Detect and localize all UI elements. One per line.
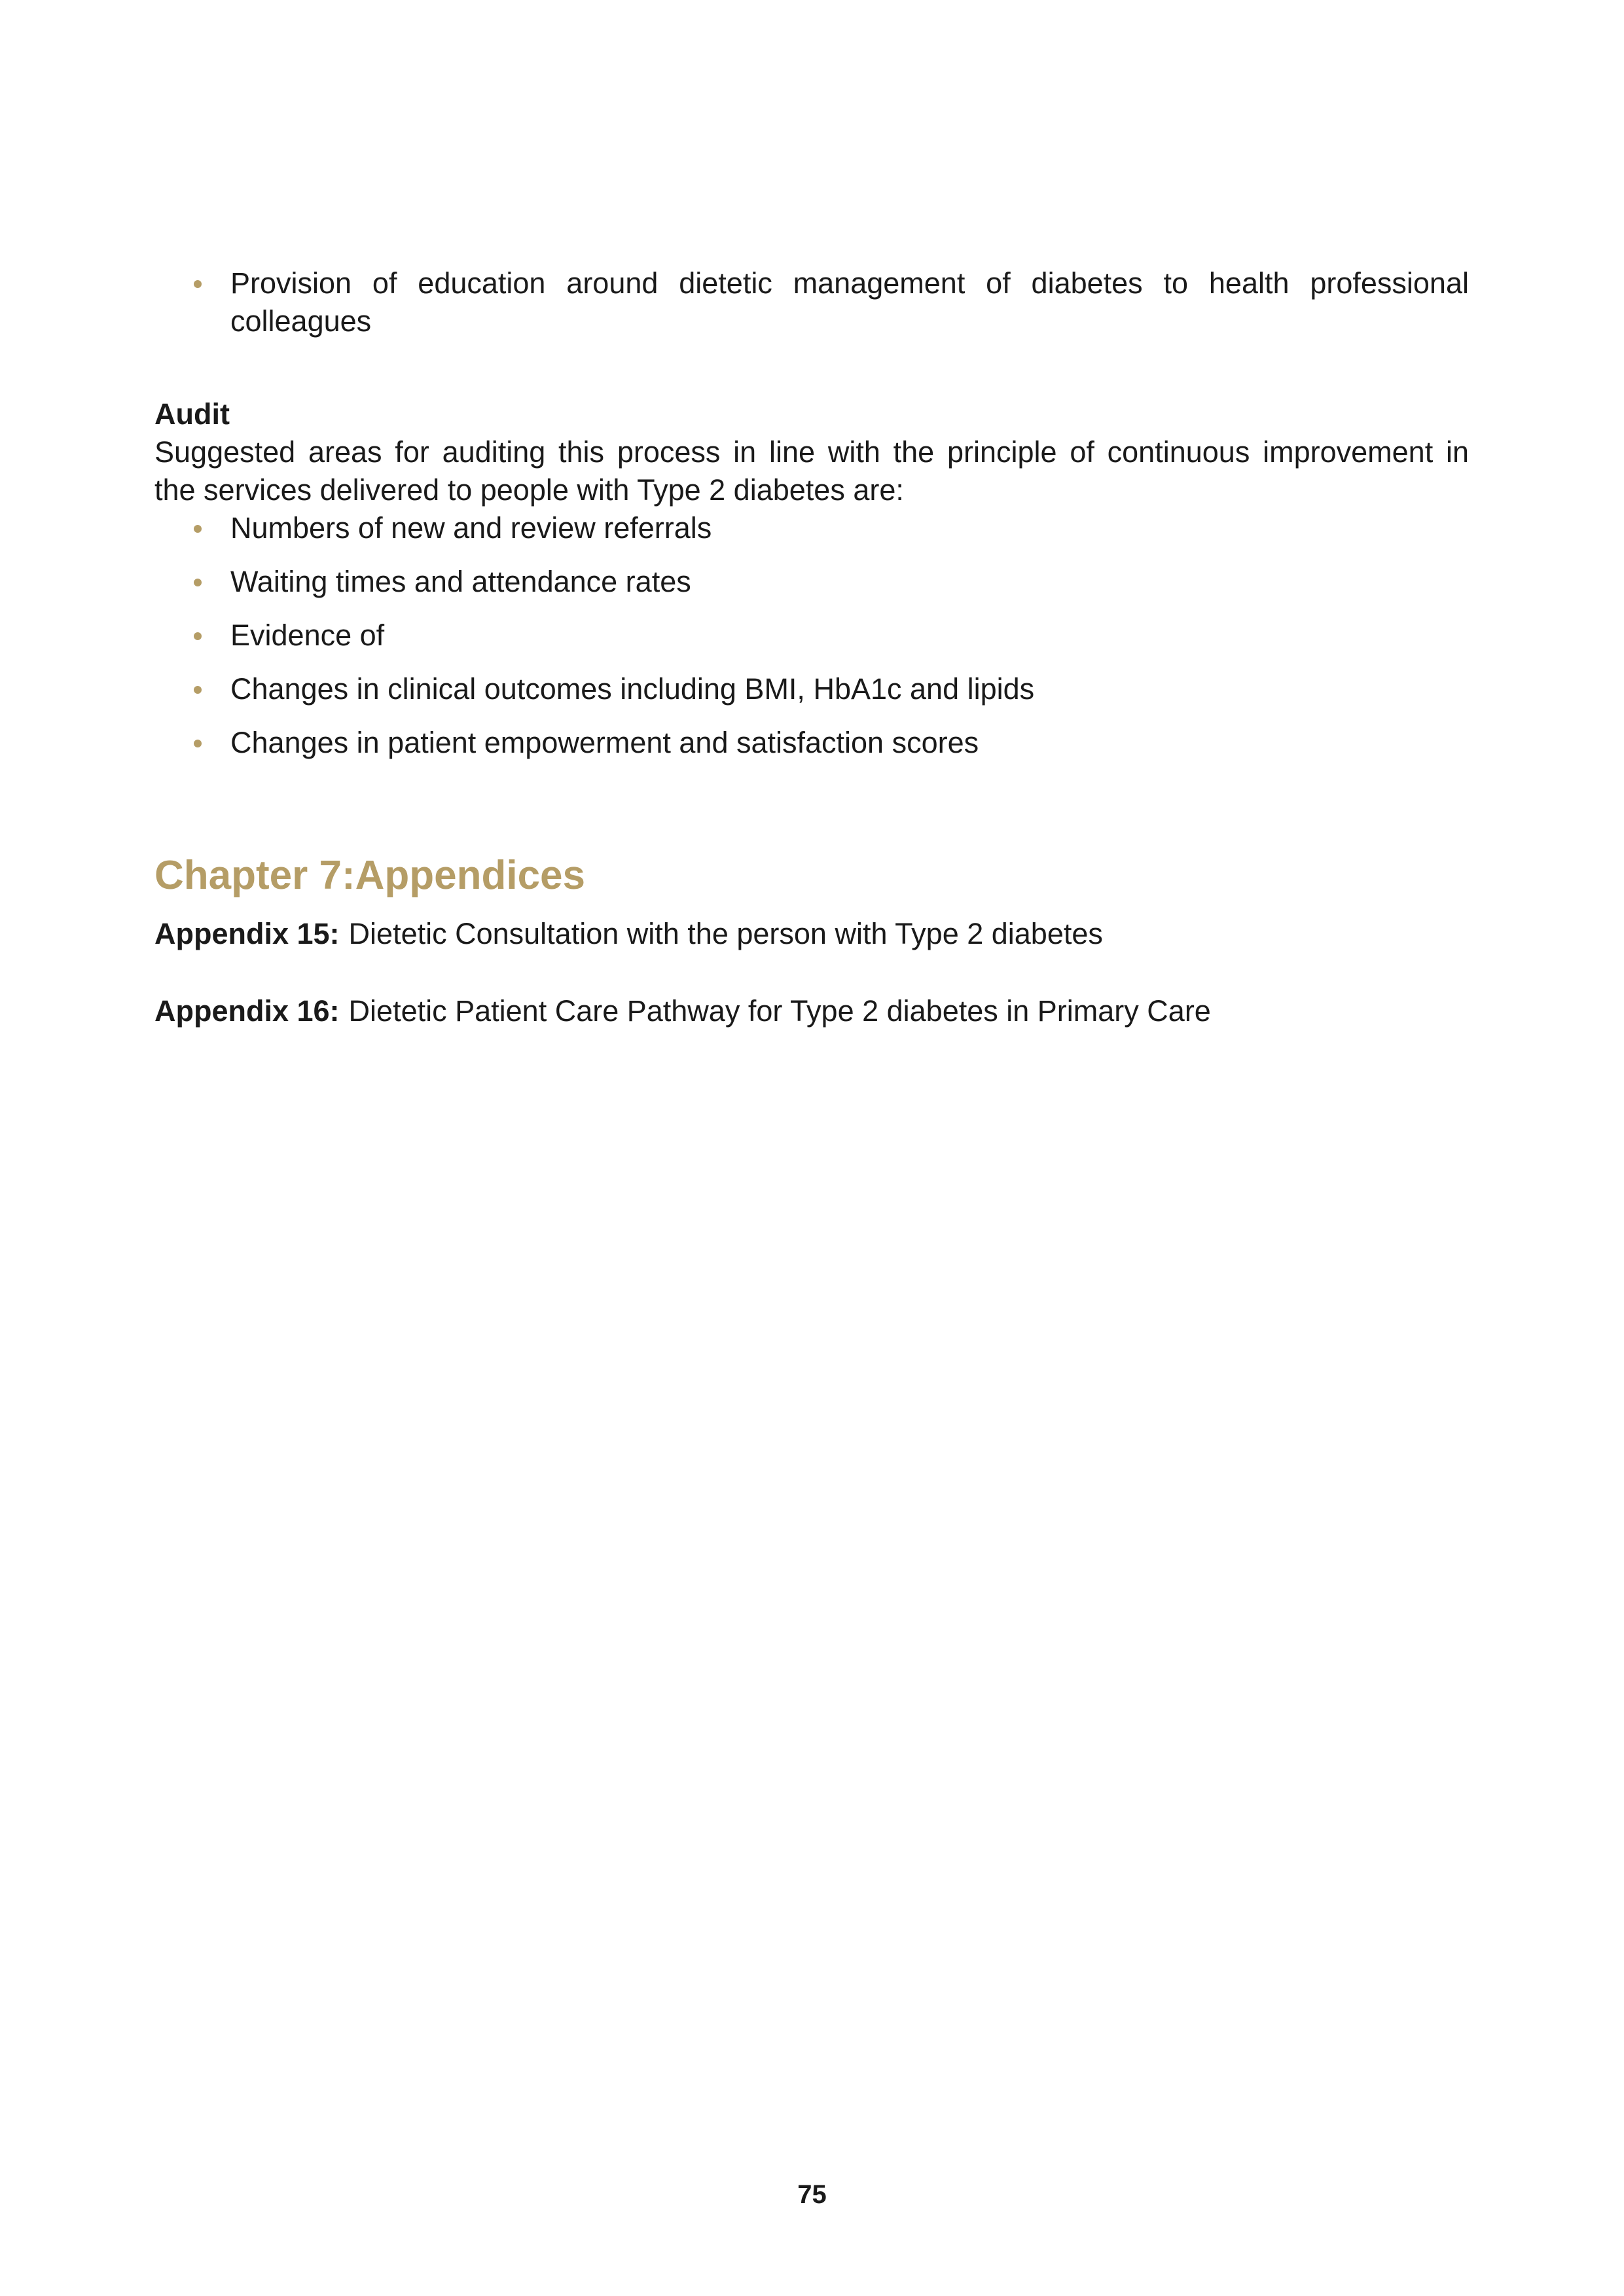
appendix-label: Appendix 15: bbox=[154, 917, 340, 950]
list-item: Evidence of bbox=[230, 617, 384, 655]
list-item: Waiting times and attendance rates bbox=[230, 563, 691, 601]
appendix-label: Appendix 16: bbox=[154, 994, 340, 1028]
audit-paragraph-line1: Suggested areas for auditing this process in line with the principle of continuous improvement in bbox=[154, 435, 1469, 469]
appendix-title: Dietetic Patient Care Pathway for Type 2 diabetes in Primary Care bbox=[348, 994, 1211, 1028]
bullet-text-line1: Provision of education around dietetic management of diabetes to health professional bbox=[230, 266, 1469, 300]
list-item-provision-education bbox=[230, 264, 1469, 340]
appendix-entry-15 bbox=[154, 915, 1103, 953]
bullet-text-line2: colleagues bbox=[230, 304, 372, 338]
list-item: Changes in clinical outcomes including BMI, HbA1c and lipids bbox=[230, 670, 1034, 708]
chapter-title: Chapter 7:Appendices bbox=[154, 853, 586, 898]
list-item: Changes in patient empowerment and satisfaction scores bbox=[230, 724, 979, 762]
list-item: Numbers of new and review referrals bbox=[230, 509, 712, 547]
audit-paragraph-line2: the services delivered to people with Type 2 diabetes are: bbox=[154, 473, 904, 507]
appendix-title: Dietetic Consultation with the person with Type 2 diabetes bbox=[348, 917, 1103, 950]
appendix-entry-16 bbox=[154, 992, 1211, 1030]
audit-paragraph bbox=[154, 433, 1469, 509]
page-number: 75 bbox=[797, 2180, 827, 2209]
audit-heading: Audit bbox=[154, 397, 230, 431]
